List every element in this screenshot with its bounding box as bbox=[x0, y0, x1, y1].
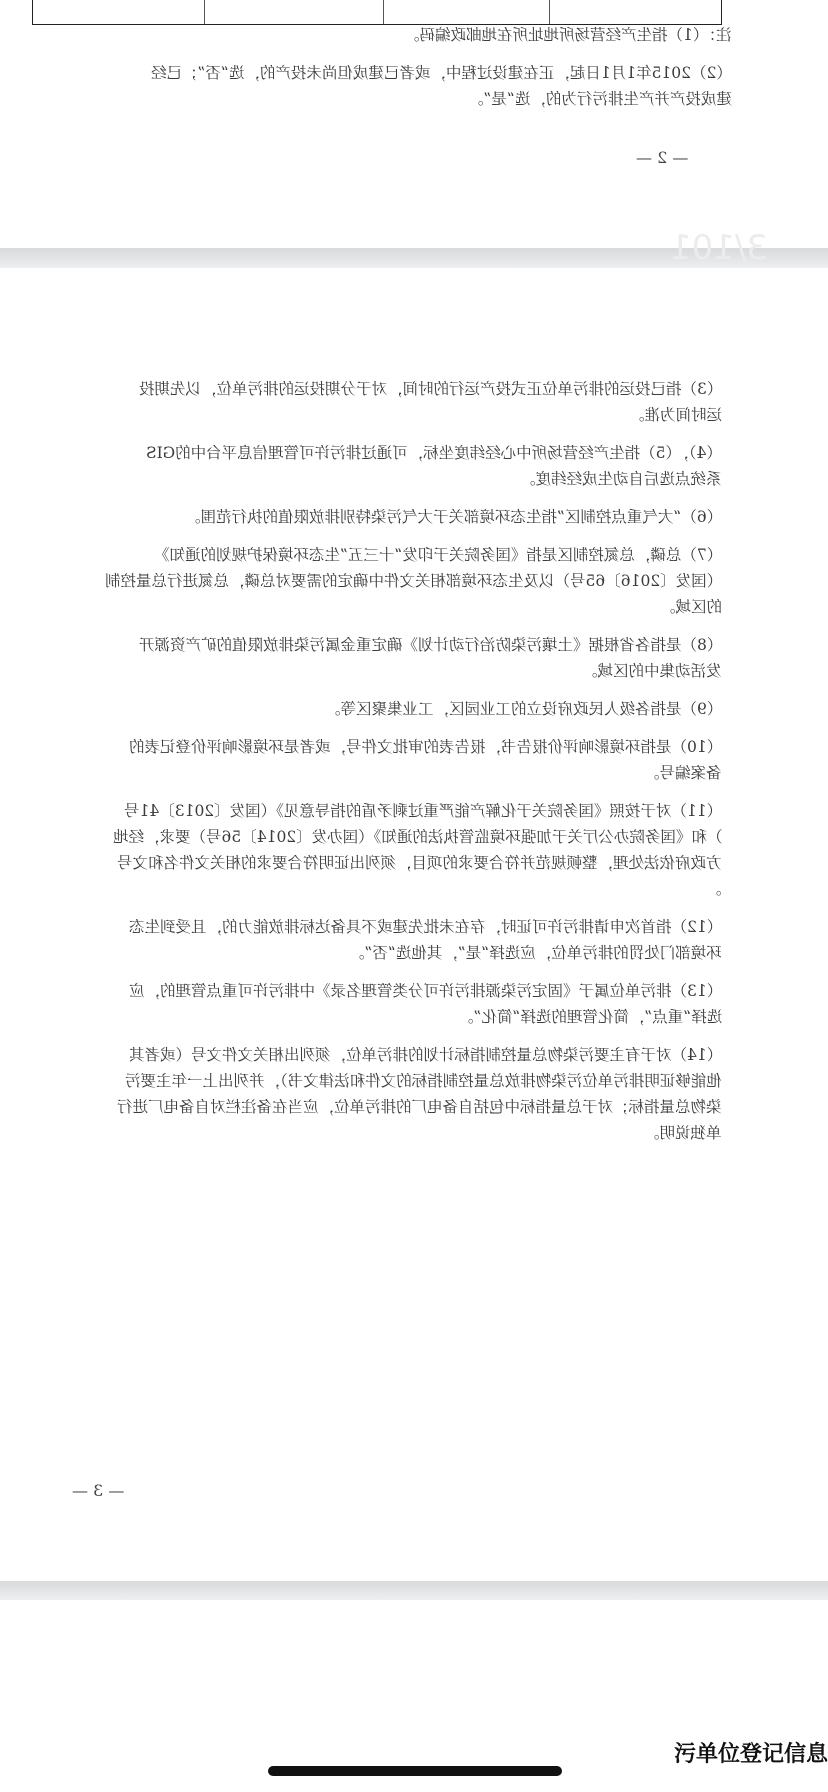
note-line: （8）是指各省根据《土壤污染防治行动计划》确定重金属污染排放限值的矿产资源开 bbox=[138, 636, 722, 654]
section-title: 污单位登记信息 bbox=[673, 1742, 828, 1767]
note-line: （14）对于有主要污染物总量控制指标计划的排污单位，须列出相关文件文号（或者其 bbox=[128, 1046, 722, 1064]
note-line: 方政府依法处理，整顿规范并符合要求的项目，须列出证明符合要求的相关文件名和文号 bbox=[117, 854, 722, 872]
note-line: （6）“大气重点控制区”指生态环境部关于大气污染特别排放限值的执行范围。 bbox=[184, 508, 722, 526]
note-line: 染物总量指标；对于总量指标中包括自备电厂的排污单位，应当在备注栏对自备电厂进行 bbox=[117, 1098, 722, 1116]
note-line: （11）对于按照《国务院关于化解产能严重过剩矛盾的指导意见》（国发〔2013〕41号 bbox=[123, 802, 722, 820]
table-column-divider bbox=[549, 0, 550, 24]
note-line: 发活动集中的区域。 bbox=[582, 662, 722, 680]
note-line: ）和《国务院办公厅关于加强环境监管执法的通知》（国办发〔2014〕56号）要求，经地 bbox=[112, 828, 722, 846]
table-fragment bbox=[32, 0, 722, 25]
note-line: 他能够证明排污单位污染物排放总量控制指标的文件和法律文书），并列出上一年主要污 bbox=[125, 1072, 722, 1090]
note-line: 建成投产并产生排污行为的，选“是”。 bbox=[468, 90, 732, 108]
note-line: 备案编号。 bbox=[644, 764, 722, 782]
note-line: （4），（5）指生产经营场所中心经纬度坐标，可通过排污许可管理信息平台中的GIS bbox=[146, 444, 722, 462]
page-number: — 3 — bbox=[72, 1481, 125, 1500]
document-page-2 bbox=[0, 0, 828, 248]
note-line: （9）是指各级人民政府设立的工业园区，工业集聚区等。 bbox=[324, 700, 722, 718]
page-gap bbox=[0, 1581, 828, 1600]
note-line: 。 bbox=[706, 880, 722, 898]
note-line: 选择“重点”，简化管理的选择“简化”。 bbox=[457, 1008, 722, 1026]
table-column-divider bbox=[383, 0, 384, 24]
page-indicator: 3/101 bbox=[670, 228, 768, 268]
note-line: （13）排污单位属于《固定污染源排污许可分类管理名录》中排污许可重点管理的，应 bbox=[128, 982, 722, 1000]
note-line: 单独说明。 bbox=[644, 1124, 722, 1142]
note-line: （国发〔2016〕65号）以及生态环境部相关文件中确定的需要对总磷，总氮进行总量控制 bbox=[104, 572, 722, 590]
home-indicator[interactable] bbox=[268, 1766, 562, 1776]
note-line: 系统点选后自动生成经纬度。 bbox=[520, 470, 722, 488]
note-line: （7）总磷，总氮控制区是指《国务院关于印发“十三五”生态环境保护规划的通知》 bbox=[153, 546, 722, 564]
document-page-3 bbox=[0, 268, 828, 1581]
note-line: （3）指已投运的排污单位正式投产运行的时间，对于分期投运的排污单位，以先期投 bbox=[138, 380, 722, 398]
note-line: 的区域。 bbox=[659, 598, 722, 616]
note-line: （2）2015年1月1日起，正在建设过程中，或者已建成但尚未投产的，选“否”；已经 bbox=[151, 64, 732, 82]
note-line: 注：（1）指生产经营场所地址所在地邮政编码。 bbox=[404, 26, 732, 44]
note-line: （10）是指环境影响评价报告书，报告表的审批文件号，或者是环境影响评价登记表的 bbox=[128, 738, 722, 756]
note-line: 环境部门处罚的排污单位，应选择“是”，其他选“否”。 bbox=[349, 944, 722, 962]
page-number: — 2 — bbox=[636, 148, 689, 167]
table-column-divider bbox=[204, 0, 205, 24]
note-line: 运时间为准。 bbox=[628, 406, 722, 424]
note-line: （12）指首次申请排污许可证时，存在未批先建或不具备达标排放能力的，且受到生态 bbox=[128, 918, 722, 936]
